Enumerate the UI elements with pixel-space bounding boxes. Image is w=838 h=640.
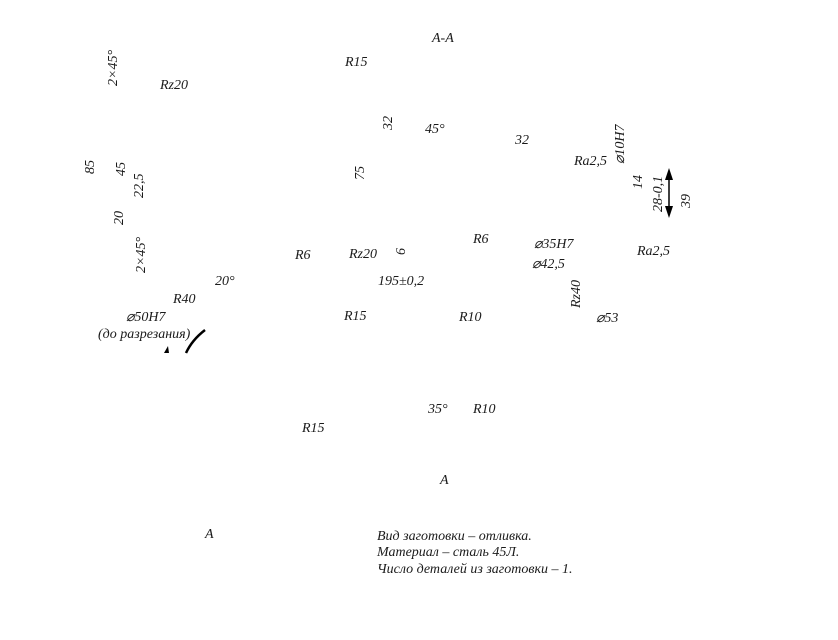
radius-r40: R40 xyxy=(173,292,196,307)
chamfer-label-mid: 2×45° xyxy=(134,236,149,273)
angle-20: 20° xyxy=(215,274,235,289)
angle-45: 45° xyxy=(425,122,445,137)
dim-32-vertical: 32 xyxy=(381,116,396,130)
dim-32: 32 xyxy=(515,133,529,148)
dim-195: 195±0,2 xyxy=(378,274,425,289)
roughness-rz20-mid: Rz20 xyxy=(349,247,377,262)
radius-r6-left: R6 xyxy=(295,248,311,263)
radius-r15-top: R15 xyxy=(345,55,368,70)
roughness-ra2-5-top: Ra2,5 xyxy=(574,154,608,169)
dimension-arrow-39 xyxy=(665,168,673,218)
dim-22-5: 22,5 xyxy=(132,173,147,198)
note-blank-type: Вид заготовки – отливка. xyxy=(377,529,532,544)
note-parts-count: Число деталей из заготовки – 1. xyxy=(377,562,573,577)
radius-r15-mid: R15 xyxy=(344,309,367,324)
radius-r15-low: R15 xyxy=(302,421,325,436)
dim-20: 20 xyxy=(112,211,127,225)
dim-85: 85 xyxy=(83,160,98,174)
section-title: A-A xyxy=(432,31,454,46)
hole-d10h7: ⌀10H7 xyxy=(613,124,628,164)
radius-r10-mid: R10 xyxy=(459,310,482,325)
angle-35: 35° xyxy=(428,402,448,417)
roughness-rz20-left: Rz20 xyxy=(160,78,188,93)
dim-6: 6 xyxy=(394,248,409,255)
view-mark: A xyxy=(205,527,214,542)
diameter-d53: ⌀53 xyxy=(596,311,619,326)
roughness-rz40: Rz40 xyxy=(569,280,584,308)
chamfer-label-top: 2×45° xyxy=(106,49,121,86)
dim-75: 75 xyxy=(353,166,368,180)
dim-28: 28-0,1 xyxy=(651,175,666,212)
roughness-ra2-5-right: Ra2,5 xyxy=(637,244,671,259)
dim-39: 39 xyxy=(679,194,694,208)
dim-45: 45 xyxy=(114,162,129,176)
radius-r6-right: R6 xyxy=(473,232,489,247)
diameter-d42-5: ⌀42,5 xyxy=(532,257,565,272)
before-cut-note: (до разрезания) xyxy=(98,327,191,342)
hole-d35h7: ⌀35H7 xyxy=(534,237,574,252)
note-material: Материал – сталь 45Л. xyxy=(377,545,520,560)
section-mark: A xyxy=(440,473,449,488)
radius-r10-low: R10 xyxy=(473,402,496,417)
hole-d50h7: ⌀50H7 xyxy=(126,310,166,325)
dim-14: 14 xyxy=(631,175,646,189)
